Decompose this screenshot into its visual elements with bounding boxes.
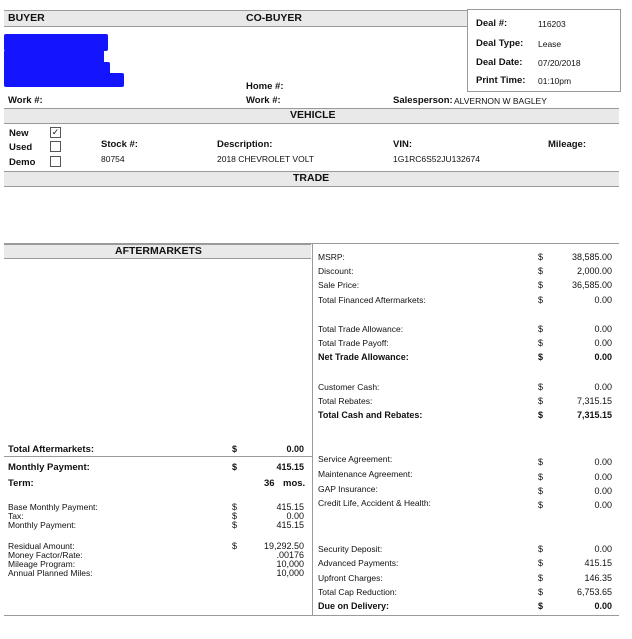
advanced-payments-dollar: $ [538,558,544,568]
cash-rebates-dollar: $ [538,410,544,420]
msrp-label: MSRP: [318,252,345,262]
vehicle-section-title: VEHICLE [290,109,336,121]
sale-price-label: Sale Price: [318,280,360,290]
monthly-payment-label: Monthly Payment: [8,462,90,473]
annual-miles-label: Annual Planned Miles: [8,568,93,578]
msrp-dollar: $ [538,252,544,262]
trade-allowance-value: 0.00 [594,324,612,334]
monthly-payment-value: 415.15 [276,462,304,472]
sale-price-dollar: $ [538,280,544,290]
due-on-delivery-dollar: $ [538,601,544,611]
service-agreement-label: Service Agreement: [318,454,393,464]
stock-label: Stock #: [101,139,138,150]
description-label: Description: [217,139,273,150]
financed-aftermarkets-value: 0.00 [594,295,612,305]
residual-value: 19,292.50 [263,541,304,551]
cash-rebates-label: Total Cash and Rebates: [318,410,423,420]
deal-number-value: 116203 [538,19,566,29]
term-value: 36 [264,478,275,489]
term-label: Term: [8,478,34,489]
gap-insurance-label: GAP Insurance: [318,484,378,494]
financed-aftermarkets-dollar: $ [538,295,544,305]
buyer-label: BUYER [8,12,45,24]
description-value: 2018 CHEVROLET VOLT [217,154,315,164]
discount-value: 2,000.00 [576,266,612,276]
print-time-label: Print Time: [476,75,526,86]
total-aftermarkets-label: Total Aftermarkets: [8,444,95,455]
term-unit: mos. [283,478,306,489]
deal-type-label: Deal Type: [476,38,524,49]
used-checkbox[interactable] [50,141,61,152]
deal-type-value: Lease [538,39,562,49]
credit-life-dollar: $ [538,500,544,510]
discount-label: Discount: [318,266,354,276]
total-aftermarkets-dollar: $ [232,444,238,454]
maintenance-agreement-label: Maintenance Agreement: [318,469,413,479]
demo-checkbox[interactable] [50,156,61,167]
trade-payoff-dollar: $ [538,338,544,348]
total-rebates-dollar: $ [538,396,544,406]
bottom-rule [4,615,619,616]
annual-miles-value: 10,000 [276,568,304,578]
security-deposit-value: 0.00 [594,544,612,554]
base-monthly-value: 415.15 [276,502,304,512]
deal-date-value: 07/20/2018 [538,58,581,68]
used-label: Used [9,142,33,153]
customer-cash-label: Customer Cash: [318,382,380,392]
mileage-program-value: 10,000 [276,559,304,569]
cap-reduction-dollar: $ [538,587,544,597]
msrp-value: 38,585.00 [571,252,612,262]
deal-date-label: Deal Date: [476,57,523,68]
monthly-payment-2-dollar: $ [232,520,238,530]
cash-rebates-value: 7,315.15 [576,410,612,420]
service-agreement-dollar: $ [538,457,544,467]
vin-label: VIN: [393,139,412,150]
net-trade-label: Net Trade Allowance: [318,352,409,362]
upfront-charges-dollar: $ [538,573,544,583]
trade-payoff-value: 0.00 [594,338,612,348]
deal-number-label: Deal #: [476,18,508,29]
gap-insurance-value: 0.00 [594,486,612,496]
credit-life-value: 0.00 [594,500,612,510]
money-factor-value: .00176 [276,550,304,560]
monthly-payment-dollar: $ [232,462,238,472]
advanced-payments-value: 415.15 [584,558,612,568]
residual-label: Residual Amount: [8,541,75,551]
column-divider [312,244,313,615]
due-on-delivery-value: 0.00 [594,601,612,611]
cobuyer-work-label: Work #: [246,95,281,106]
total-rebates-label: Total Rebates: [318,396,373,406]
gap-insurance-dollar: $ [538,486,544,496]
cap-reduction-value: 6,753.65 [576,587,612,597]
sale-price-value: 36,585.00 [571,280,612,290]
maintenance-agreement-dollar: $ [538,472,544,482]
customer-cash-dollar: $ [538,382,544,392]
mileage-program-label: Mileage Program: [8,559,76,569]
monthly-payment-2-label: Monthly Payment: [8,520,77,530]
due-on-delivery-label: Due on Delivery: [318,601,390,611]
stock-value: 80754 [101,154,125,164]
upfront-charges-value: 146.35 [584,573,612,583]
tax-label: Tax: [8,511,24,521]
financed-aftermarkets-label: Total Financed Aftermarkets: [318,295,426,305]
cap-reduction-label: Total Cap Reduction: [318,587,397,597]
salesperson-label: Salesperson: [393,95,453,106]
security-deposit-label: Security Deposit: [318,544,383,554]
new-checkbox[interactable]: ✓ [51,127,60,137]
vin-value: 1G1RC6S52JU132674 [393,154,480,164]
aftermarkets-section-title: AFTERMARKETS [115,245,202,257]
net-trade-value: 0.00 [594,352,612,362]
discount-dollar: $ [538,266,544,276]
net-trade-dollar: $ [538,352,544,362]
trade-payoff-label: Total Trade Payoff: [318,338,389,348]
security-deposit-dollar: $ [538,544,544,554]
credit-life-label: Credit Life, Accident & Health: [318,498,431,508]
money-factor-label: Money Factor/Rate: [8,550,83,560]
advanced-payments-label: Advanced Payments: [318,558,399,568]
buyer-work-label: Work #: [8,95,43,106]
customer-cash-value: 0.00 [594,382,612,392]
print-time-value: 01:10pm [538,76,572,86]
residual-dollar: $ [232,541,238,551]
demo-label: Demo [9,157,36,168]
redacted-buyer-info [4,34,108,51]
upfront-charges-label: Upfront Charges: [318,573,383,583]
new-label: New [9,128,29,139]
trade-section-title: TRADE [293,172,330,184]
base-monthly-dollar: $ [232,502,238,512]
maintenance-agreement-value: 0.00 [594,472,612,482]
monthly-payment-2-value: 415.15 [276,520,304,530]
mileage-label: Mileage: [548,139,587,150]
trade-allowance-dollar: $ [538,324,544,334]
total-rebates-value: 7,315.15 [576,396,612,406]
home-phone-label: Home #: [246,81,284,92]
cobuyer-label: CO-BUYER [246,12,303,24]
total-aftermarkets-value: 0.00 [286,444,304,454]
tax-dollar: $ [232,511,238,521]
tax-value: 0.00 [286,511,304,521]
base-monthly-label: Base Monthly Payment: [8,502,98,512]
salesperson-value: ALVERNON W BAGLEY [454,96,547,106]
aftermarkets-rule [4,456,312,457]
trade-allowance-label: Total Trade Allowance: [318,324,404,334]
buyer-header-bar [4,10,467,27]
service-agreement-value: 0.00 [594,457,612,467]
redacted-buyer-info-4 [4,73,124,87]
